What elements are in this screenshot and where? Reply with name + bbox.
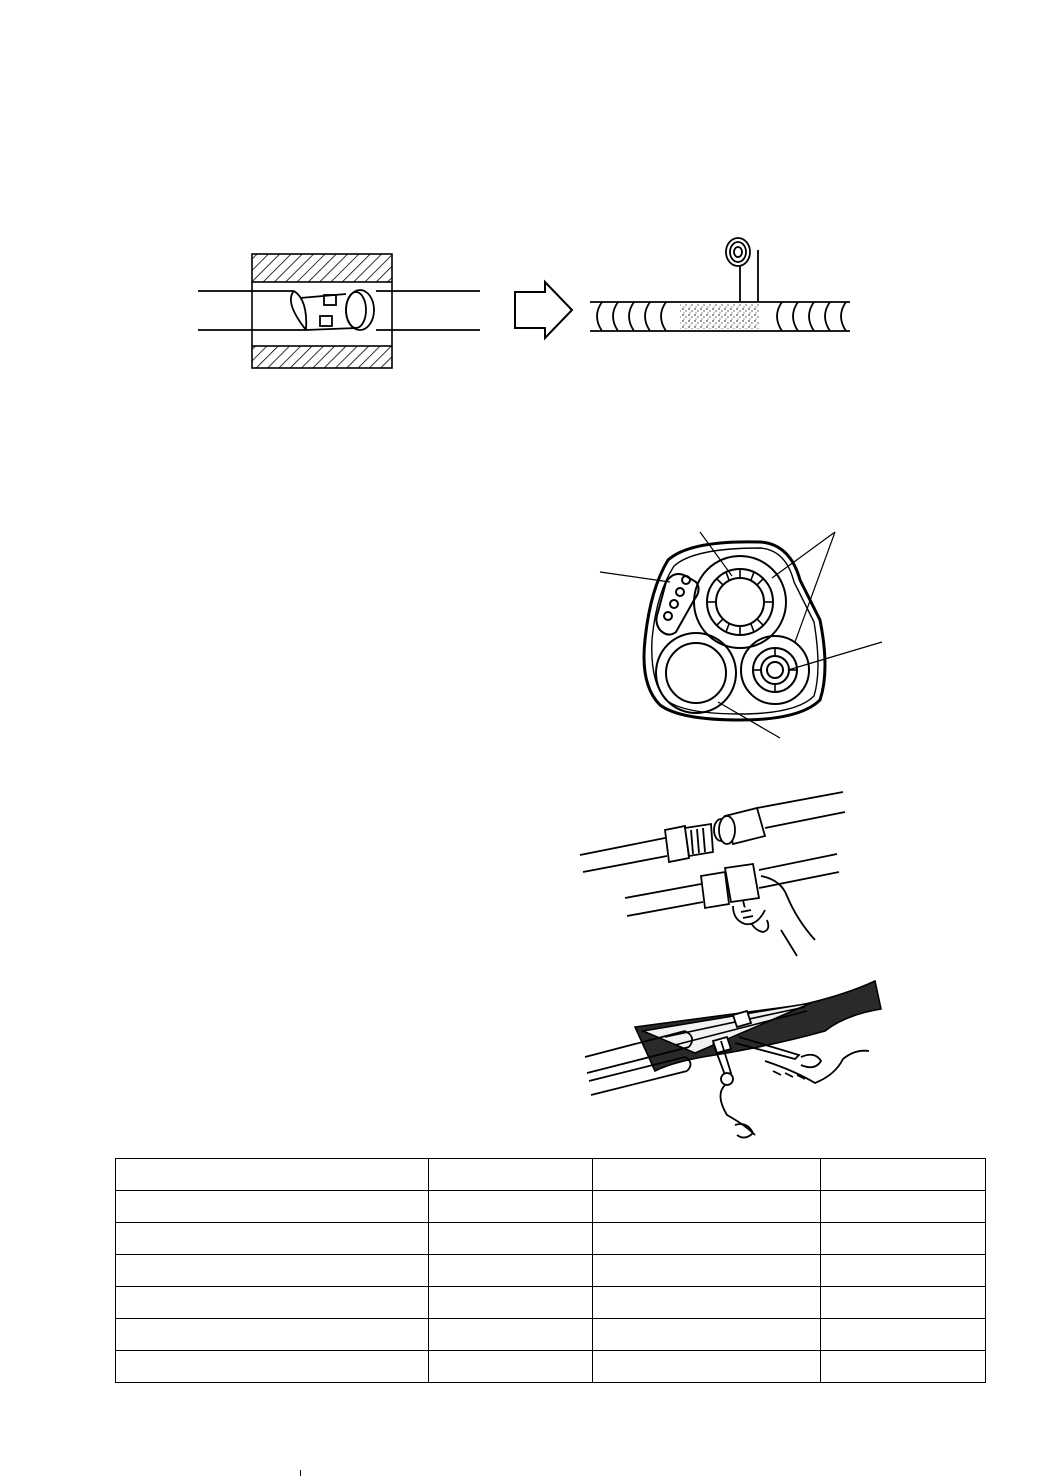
table-cell xyxy=(593,1159,821,1191)
table-row xyxy=(116,1191,986,1223)
table-cell xyxy=(821,1287,986,1319)
table-cell xyxy=(429,1223,593,1255)
table-cell xyxy=(593,1319,821,1351)
table-cell xyxy=(116,1191,429,1223)
table-row xyxy=(116,1351,986,1383)
union-joint-figure xyxy=(575,780,860,965)
table-cell xyxy=(821,1319,986,1351)
table-row xyxy=(116,1159,986,1191)
table-cell xyxy=(429,1255,593,1287)
table-cell xyxy=(821,1223,986,1255)
pipe-right-taped xyxy=(590,238,850,331)
table-row xyxy=(116,1319,986,1351)
footer-tick-mark xyxy=(300,1470,301,1476)
table-cell xyxy=(821,1255,986,1287)
table-cell xyxy=(429,1159,593,1191)
specification-table xyxy=(115,1158,986,1383)
pipe-left xyxy=(198,290,480,330)
table-cell xyxy=(116,1287,429,1319)
table-cell xyxy=(593,1351,821,1383)
table-cell xyxy=(593,1223,821,1255)
table-cell xyxy=(821,1351,986,1383)
wrench-joint-figure xyxy=(575,975,885,1145)
table-cell xyxy=(593,1255,821,1287)
table-row xyxy=(116,1287,986,1319)
wall-sleeve xyxy=(252,254,392,368)
table-cell xyxy=(821,1191,986,1223)
table-row xyxy=(116,1223,986,1255)
pipe-sleeve-figure xyxy=(190,230,870,375)
table-cell xyxy=(821,1159,986,1191)
table-cell xyxy=(429,1287,593,1319)
table-cell xyxy=(116,1159,429,1191)
table-cell xyxy=(116,1223,429,1255)
table-cell xyxy=(593,1191,821,1223)
pipe-cross-section-figure xyxy=(590,520,890,750)
table-cell xyxy=(429,1191,593,1223)
table-cell xyxy=(429,1351,593,1383)
table-cell xyxy=(116,1319,429,1351)
table-cell xyxy=(593,1287,821,1319)
table-cell xyxy=(429,1319,593,1351)
table-row xyxy=(116,1255,986,1287)
right-arrow-icon xyxy=(515,282,572,338)
table-cell xyxy=(116,1255,429,1287)
table-cell xyxy=(116,1351,429,1383)
